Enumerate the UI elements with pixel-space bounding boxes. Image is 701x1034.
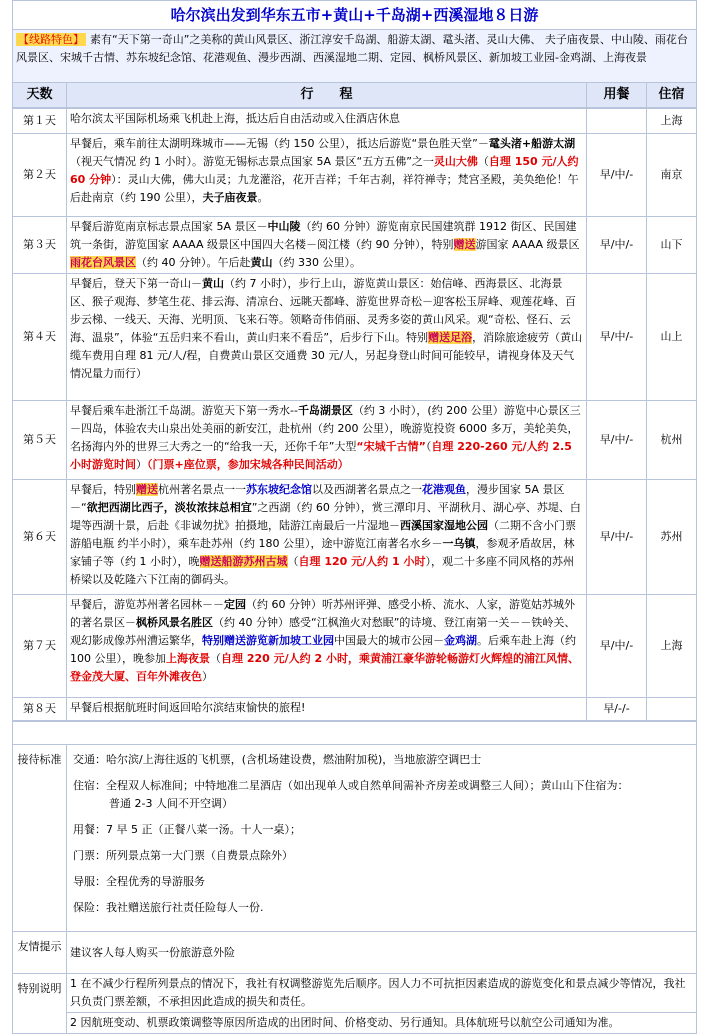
itinerary-text: 早餐后游览南京标志景点国家 5A 景区－ bbox=[70, 220, 268, 233]
guide-text: 导服：全程优秀的导游服务 bbox=[73, 875, 205, 888]
itinerary-text: 早餐后乘车赴浙江千岛湖。游览天下第一秀水-- bbox=[70, 404, 298, 417]
itinerary-text: 黄山 bbox=[202, 277, 224, 290]
day-row bbox=[13, 698, 697, 721]
itinerary-text: （约 7 小时），步行上山，游览黄山景区：始信峰、西海景区、北海景区、猴子观海、梦笔生花、排云海、清凉台、远眺天都峰、游览世界奇松－迎客松玉屏峰、观莲花峰、百步云梯、一线天、天海、光明顶、飞来石等。领略奇伟俏丽、灵秀多姿的黄山风采。观“奇松、怪石、云海、温泉”，体验“五岳归来不看山，黄山归来不看岳”，后步行下山。特别 bbox=[70, 277, 576, 344]
itinerary-text: （ bbox=[477, 155, 489, 168]
day-row bbox=[13, 401, 697, 480]
itinerary-text: （ bbox=[210, 652, 221, 665]
day-meal: 早/-/- bbox=[587, 698, 647, 721]
itinerary-text: 自理 220-260 元/人约 2.5 小时游览时间 bbox=[70, 440, 572, 471]
day-meal: 早/中/- bbox=[587, 274, 647, 401]
itinerary-text: “宋城千古情” bbox=[356, 440, 426, 453]
itinerary-text: 鼋头渚+船游太湖 bbox=[488, 137, 576, 150]
itinerary-text: ） bbox=[202, 670, 213, 683]
day-itinerary bbox=[67, 109, 587, 134]
itinerary-text: （约 60 分钟）听苏州评弹、感受小桥、流水、人家，游览姑苏城外的著名景区－ bbox=[70, 598, 575, 629]
day-row bbox=[13, 480, 697, 595]
day-label: 第７天 bbox=[13, 595, 67, 698]
day-meal: 早/中/- bbox=[587, 595, 647, 698]
itinerary-text: 赠送 bbox=[136, 483, 158, 496]
day-itinerary bbox=[67, 480, 587, 595]
itinerary-text: 金鸡湖 bbox=[444, 634, 477, 647]
itinerary-text: ，参观矛盾故居，林家铺子等（约 1 小时），晚 bbox=[70, 537, 575, 568]
day-row bbox=[13, 134, 697, 217]
day-stay: 杭州 bbox=[647, 401, 697, 480]
features-text: 素有“天下第一奇山”之美称的黄山风景区、浙江淳安千岛湖、船游太湖、鼋头渚、灵山大佛、 夫子庙夜景、中山陵、雨花台风景区、宋城千古情、苏东坡纪念馆、花港观鱼、漫步西湖、西溪湿地二期、定园、枫桥风景区、新加坡工业园-金鸡湖、上海夜景 bbox=[16, 33, 688, 64]
day-stay: 上海 bbox=[647, 595, 697, 698]
col-header-meal: 用餐 bbox=[587, 83, 647, 108]
day-row bbox=[13, 217, 697, 274]
itinerary-text: 灵山大佛 bbox=[433, 155, 478, 168]
day-meal: 早/中/- bbox=[587, 134, 647, 217]
day-label: 第１天 bbox=[13, 109, 67, 134]
day-row bbox=[13, 595, 697, 698]
itinerary-text: 中国最大的城市公园－ bbox=[334, 634, 444, 647]
itinerary-text: （ bbox=[425, 440, 432, 453]
day-itinerary bbox=[67, 274, 587, 401]
day-label: 第２天 bbox=[13, 134, 67, 217]
itinerary-text: ） bbox=[136, 458, 147, 471]
itinerary-text: 早餐后，乘车前往太湖明珠城市——无锡（约 150 公里），抵达后游览“景色胜天堂”－ bbox=[70, 137, 489, 150]
day-stay: 山上 bbox=[647, 274, 697, 401]
lodging-note: 普通 2-3 人间不开空调） bbox=[109, 797, 233, 810]
itinerary-text: 自理 220 元/人约 2 小时，乘黄浦江豪华游轮畅游灯火辉煌的浦江风情、登金茂大厦、百年外滩夜色 bbox=[70, 652, 579, 683]
day-meal: 早/中/- bbox=[587, 401, 647, 480]
itinerary-text: （二期不含小门票游船电瓶 约半小时），乘车赴苏州（约 180 公里），途中游览江南著名水乡－ bbox=[70, 519, 576, 550]
itinerary-text: （约 40 分钟）感受“江枫渔火对愁眠”的诗境、登江南第一关－－铁岭关、观幻影成像苏州漕运繁华， bbox=[70, 616, 576, 647]
itinerary-text: （视天气情况 约 1 小时）。游览无锡标志景点国家 5A 景区“五方五佛”之一 bbox=[70, 155, 434, 168]
route-features bbox=[13, 30, 697, 83]
tips-text: 建议客人每人购买一份旅游意外险 bbox=[67, 932, 697, 974]
day-label: 第６天 bbox=[13, 480, 67, 595]
itinerary-text: ，消除旅途疲劳（黄山缆车费用自理 81 元/人/程，自费黄山景区交通费 30 元/人，另起身登山时间可能较早，请视身体及天气情况量力而行） bbox=[70, 331, 583, 380]
itinerary-text: ）：灵山大佛，佛大山灵；九龙灌浴，花开吉祥；千年古刹，祥符禅寺；梵宫圣殿，美奂绝伦！午后赴南京（约 190 公里）， bbox=[70, 173, 579, 204]
meals-text: 用餐：7 早 5 正（正餐八菜一汤。十人一桌）； bbox=[73, 823, 301, 836]
itinerary-text: ，漫步国家 5A 景区－“ bbox=[70, 483, 565, 514]
col-header-day: 天数 bbox=[13, 83, 67, 108]
itinerary-text: 赠送 bbox=[453, 238, 476, 251]
itinerary-text: 苏东坡纪念馆 bbox=[246, 483, 312, 496]
itinerary-text: 赠送足浴 bbox=[428, 331, 473, 344]
day-meal bbox=[587, 109, 647, 134]
itinerary-table bbox=[12, 0, 697, 108]
itinerary-text: 杭州著名景点一一 bbox=[158, 483, 246, 496]
day-itinerary bbox=[67, 134, 587, 217]
insurance-text: 保险：我社赠送旅行社责任险每人一份. bbox=[73, 901, 264, 914]
day-itinerary bbox=[67, 401, 587, 480]
day-label: 第４天 bbox=[13, 274, 67, 401]
itinerary-text: 一乌镇 bbox=[442, 537, 476, 550]
day-stay: 南京 bbox=[647, 134, 697, 217]
itinerary-text: 夫子庙夜景 bbox=[202, 191, 258, 204]
itinerary-text: 定园 bbox=[224, 598, 246, 611]
itinerary-text: 游国家 AAAA 级景区 bbox=[475, 238, 580, 251]
day-stay bbox=[647, 698, 697, 721]
day-itinerary bbox=[67, 698, 587, 721]
day-itinerary bbox=[67, 217, 587, 274]
itinerary-text: （约 3 小时），(约 200 公里）游览中心景区三－四岛，体验农夫山泉出处美丽的新安江，赴杭州（约 200 公里），晚游览投资 6000 多万，美轮美奂，名扬海内外的世界三大秀之一的“给我一天，还你千年”大型 bbox=[70, 404, 581, 453]
transport-text: 交通：哈尔滨/上海往返的飞机票，(含机场建设费，燃油附加税)，当地旅游空调巴士 bbox=[73, 753, 482, 766]
day-label: 第８天 bbox=[13, 698, 67, 721]
day-meal: 早/中/- bbox=[587, 217, 647, 274]
terms-table bbox=[12, 721, 697, 1034]
itinerary-text: 花港观鱼 bbox=[422, 483, 466, 496]
itinerary-text: （门票+座位票，参加宋城各种民间活动） bbox=[147, 458, 349, 471]
spacer-row bbox=[13, 722, 697, 745]
itinerary-text: 赠送船游苏州古城 bbox=[199, 555, 288, 568]
itinerary-text: 黄山 bbox=[250, 256, 273, 269]
standards-content bbox=[67, 745, 697, 932]
day-stay: 上海 bbox=[647, 109, 697, 134]
itinerary-text: 早餐后，特别 bbox=[70, 483, 136, 496]
itinerary-text: 早餐后，登天下第一奇山－ bbox=[70, 277, 202, 290]
itinerary-text: 早餐后，游览苏州著名园林－－ bbox=[70, 598, 224, 611]
tips-label: 友情提示 bbox=[13, 932, 67, 974]
page-title: 哈尔滨出发到华东五市+黄山+千岛湖+西溪湿地８日游 bbox=[13, 1, 697, 30]
itinerary-text: 千岛湖景区 bbox=[297, 404, 353, 417]
itinerary-text: ”之西湖（约 60 分钟），赏三潭印月、平湖秋月、湖心亭、苏堤、白堤等西湖十景，后赴《非诚勿扰》拍摄地，陆游江南最后一片湿地－ bbox=[70, 501, 581, 532]
day-itinerary bbox=[67, 595, 587, 698]
itinerary-text: （约 60 分钟）游览南京民国建筑群 1912 街区、民国建筑一条街，游览国家 AAAA 级景区中国四大名楼－阅江楼（约 90 分钟），特别 bbox=[70, 220, 577, 251]
itinerary-text: 欲把西湖比西子，淡妆浓抹总相宜 bbox=[86, 501, 252, 514]
itinerary-text: （ bbox=[287, 555, 299, 568]
day-stay: 苏州 bbox=[647, 480, 697, 595]
lodging-text: 住宿：全程双人标准间；中特地准二星酒店（如出现单人或自然单间需补齐房差或调整三人间）；黄山山下住宿为： bbox=[73, 779, 629, 792]
itinerary-text: 特别赠送游览新加坡工业园 bbox=[202, 634, 334, 647]
itinerary-text: （约 40 分钟）。午后赴 bbox=[136, 256, 251, 269]
itinerary-text: 上海夜景 bbox=[166, 652, 210, 665]
col-header-stay: 住宿 bbox=[647, 83, 697, 108]
itinerary-text: 自理 120 元/人约 1 小时 bbox=[298, 555, 426, 568]
itinerary-text: 自理 150 元/人约 60 分钟 bbox=[70, 155, 579, 186]
notes-label: 特别说明 bbox=[13, 974, 67, 1034]
itinerary-text: 中山陵 bbox=[267, 220, 301, 233]
itinerary-text: （约 330 公里）。 bbox=[272, 256, 361, 269]
itinerary-text: 。 bbox=[257, 191, 269, 204]
day-row bbox=[13, 109, 697, 134]
day-row bbox=[13, 274, 697, 401]
itinerary-text: 以及西湖著名景点之一 bbox=[312, 483, 422, 496]
itinerary-text: 雨花台风景区 bbox=[70, 256, 136, 269]
notes-item-1: 1 在不减少行程所列景点的情况下，我社有权调整游览先后顺序。因人力不可抗拒因素造成的游览变化和景点减少等情况，我社只负责门票差额，不承担因此造成的损失和责任。 bbox=[67, 974, 697, 1013]
itinerary-text: 早餐后根据航班时间返回哈尔滨结束愉快的旅程! bbox=[70, 701, 306, 714]
notes-item-2: 2 因航班变动、机票政策调整等原因所造成的出团时间、价格变动、另行通知。具体航班号以航空公司通知为准。 bbox=[67, 1013, 697, 1034]
itinerary-text: ），观二十多座不同风格的苏州桥梁以及乾隆六下江南的御码头。 bbox=[70, 555, 574, 586]
itinerary-text: 西溪国家湿地公园 bbox=[400, 519, 488, 532]
day-meal: 早/中/- bbox=[587, 480, 647, 595]
itinerary-text: 。后乘车赴上海（约 100 公里），晚参加 bbox=[70, 634, 576, 665]
standards-label: 接待标准 bbox=[13, 745, 67, 932]
day-stay: 山下 bbox=[647, 217, 697, 274]
day-label: 第５天 bbox=[13, 401, 67, 480]
days-body bbox=[13, 109, 697, 721]
itinerary-text: 枫桥风景名胜区 bbox=[136, 616, 213, 629]
day-label: 第３天 bbox=[13, 217, 67, 274]
itinerary-text: 哈尔滨太平国际机场乘飞机赴上海，抵达后自由活动或入住酒店休息 bbox=[70, 112, 400, 125]
col-header-itinerary: 行 程 bbox=[67, 83, 587, 108]
days-table bbox=[12, 108, 697, 721]
tickets-text: 门票：所列景点第一大门票（自费景点除外） bbox=[73, 849, 293, 862]
features-label: 【线路特色】 bbox=[18, 33, 84, 46]
